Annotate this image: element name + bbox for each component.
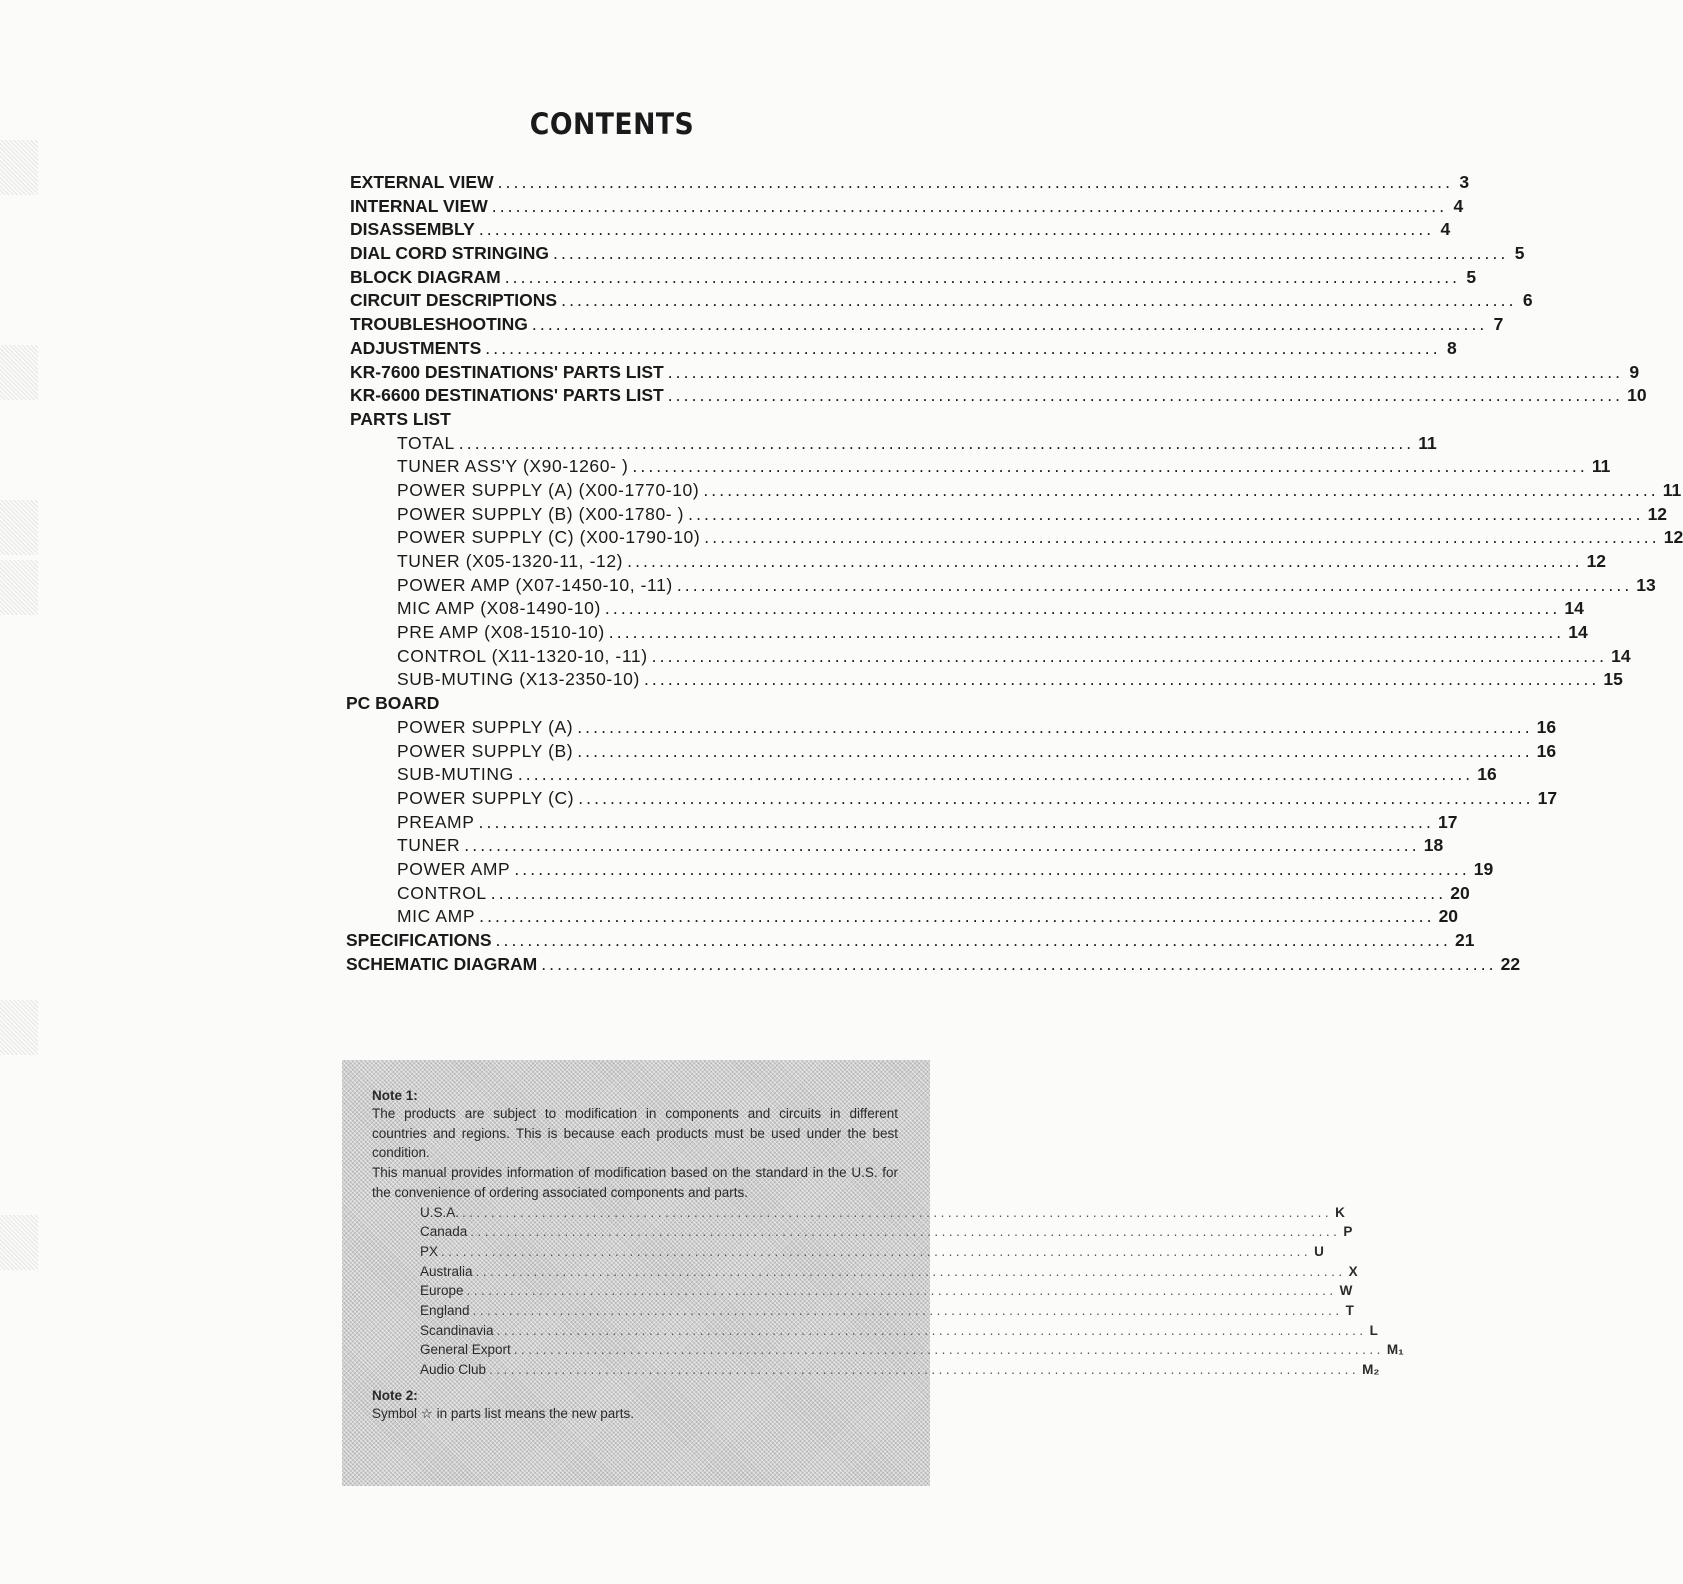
- toc-entry-page: 14: [1568, 622, 1588, 643]
- toc-entry-page: 16: [1536, 716, 1557, 737]
- toc-entry-page: 20: [1438, 906, 1459, 927]
- toc-entry: [350, 645, 1631, 669]
- toc-entry: [346, 929, 1475, 953]
- destination-name: Scandinavia: [420, 1322, 494, 1338]
- destination-code: M₁: [1386, 1342, 1404, 1358]
- toc-entry-label: SCHEMATIC DIAGRAM: [346, 953, 538, 974]
- toc-entry-page: 9: [1629, 361, 1640, 382]
- destination-leader-dots: ........................................................................................................................: [466, 1283, 1337, 1299]
- toc-entry-label: PC BOARD: [346, 693, 440, 714]
- destination-row: [420, 1262, 1358, 1282]
- toc-leader-dots: ........................................................................................................................: [458, 432, 1415, 453]
- toc-entry-label: POWER AMP (X07-1450-10, -11): [397, 574, 673, 595]
- toc-entry: [350, 384, 1647, 408]
- destination-leader-dots: ........................................................................................................................: [475, 1263, 1346, 1279]
- toc-entry-page: 13: [1636, 574, 1656, 595]
- toc-entry-page: 14: [1611, 645, 1631, 666]
- destination-row: [420, 1360, 1380, 1380]
- toc-leader-dots: ........................................................................................................................: [676, 574, 1633, 595]
- toc-entry-page: 18: [1423, 835, 1444, 856]
- destination-code: T: [1345, 1302, 1354, 1318]
- destination-code: K: [1335, 1204, 1345, 1220]
- destination-name: General Export: [420, 1342, 511, 1358]
- toc-entry-label: SUB-MUTING: [397, 764, 514, 785]
- destination-code: L: [1369, 1322, 1378, 1338]
- toc-leader-dots: ........................................................................................................................: [561, 290, 1517, 311]
- destination-leader-dots: ........................................................................................................................: [489, 1362, 1360, 1378]
- toc-entry: [350, 266, 1477, 290]
- toc-entry: [350, 787, 1558, 811]
- destination-code: W: [1339, 1283, 1353, 1299]
- toc-leader-dots: ........................................................................................................................: [643, 669, 1600, 690]
- toc-entry: [350, 479, 1682, 503]
- toc-leader-dots: ........................................................................................................................: [541, 953, 1497, 974]
- toc-entry: [350, 289, 1533, 313]
- toc-entry-page: 22: [1500, 953, 1521, 974]
- toc-entry: [350, 740, 1557, 764]
- destination-leader-dots: ........................................................................................................................: [470, 1224, 1341, 1240]
- toc-entry-label: TUNER (X05-1320-11, -12): [397, 551, 624, 571]
- toc-entry-label: SPECIFICATIONS: [346, 930, 492, 950]
- toc-entry-page: 4: [1440, 219, 1451, 240]
- destination-leader-dots: ........................................................................................................................: [513, 1342, 1384, 1358]
- toc-entry-page: 11: [1662, 479, 1682, 500]
- toc-entry: [350, 408, 920, 432]
- toc-entry-page: 21: [1454, 930, 1475, 950]
- toc-leader-dots: ........................................................................................................................: [495, 930, 1451, 950]
- toc-entry: [350, 361, 1640, 385]
- toc-leader-dots: ........................................................................................................................: [577, 716, 1533, 737]
- destination-name: England: [420, 1302, 470, 1318]
- toc-entry: [350, 811, 1458, 835]
- toc-leader-dots: ........................................................................................................................: [478, 811, 1434, 832]
- toc-entry-label: PRE AMP (X08-1510-10): [397, 622, 605, 643]
- toc-entry-page: 12: [1586, 551, 1607, 571]
- toc-leader-dots: ........................................................................................................................: [608, 622, 1565, 643]
- toc-leader-dots: ........................................................................................................................: [632, 456, 1588, 477]
- toc-entry-label: DISASSEMBLY: [350, 219, 475, 240]
- toc-leader-dots: ........................................................................................................................: [578, 787, 1534, 808]
- toc-leader-dots: ........................................................................................................................: [497, 172, 1454, 192]
- toc-entry-label: KR-6600 DESTINATIONS' PARTS LIST: [350, 385, 664, 406]
- toc-entry-label: TUNER: [397, 835, 461, 856]
- toc-entry: [350, 716, 1557, 740]
- toc-entry-label: CONTROL: [397, 882, 487, 903]
- scan-artifact: [0, 1215, 38, 1270]
- toc-leader-dots: ........................................................................................................................: [704, 527, 1660, 548]
- toc-entry-label: POWER AMP: [397, 858, 511, 879]
- toc-entry-label: POWER SUPPLY (C) (X00-1790-10): [397, 527, 701, 548]
- toc-leader-dots: ........................................................................................................................: [553, 243, 1509, 264]
- toc-entry-label: MIC AMP: [397, 906, 476, 927]
- toc-entry-label: TROUBLESHOOTING: [350, 314, 528, 335]
- toc-entry: [350, 455, 1611, 479]
- destination-row: [420, 1281, 1353, 1301]
- toc-entry-page: 14: [1564, 598, 1584, 619]
- toc-entry-page: 12: [1663, 527, 1683, 548]
- toc-entry: [350, 195, 1464, 219]
- toc-entry: [350, 668, 1623, 692]
- toc-leader-dots: ........................................................................................................................: [479, 906, 1435, 927]
- destination-row: [420, 1203, 1345, 1223]
- toc-entry-label: TUNER ASS'Y (X90-1260- ): [397, 456, 629, 477]
- destination-row: [420, 1222, 1353, 1242]
- scan-artifact: [0, 500, 38, 555]
- destination-name: Canada: [420, 1224, 468, 1240]
- note2-text: Symbol ☆ in parts list means the new parts.: [372, 1405, 634, 1421]
- toc-entry: [350, 218, 1451, 242]
- toc-leader-dots: ........................................................................................................................: [504, 266, 1461, 287]
- toc-leader-dots: ........................................................................................................................: [627, 551, 1583, 571]
- destination-name: Audio Club: [420, 1362, 487, 1378]
- toc-entry-page: 16: [1477, 764, 1497, 785]
- scan-artifact: [0, 140, 38, 195]
- destination-row: [420, 1242, 1324, 1262]
- toc-entry: [350, 526, 1683, 550]
- toc-entry-page: 5: [1514, 243, 1525, 264]
- note2-heading: Note 2:: [372, 1387, 418, 1403]
- toc-leader-dots: ........................................................................................................................: [531, 314, 1488, 335]
- toc-entry-label: CONTROL (X11-1320-10, -11): [397, 645, 648, 666]
- toc-leader-dots: ........................................................................................................................: [688, 503, 1644, 524]
- toc-entry: [350, 337, 1457, 361]
- toc-entry-page: 6: [1522, 290, 1533, 311]
- scan-artifact: [0, 560, 38, 615]
- toc-entry-page: 4: [1453, 195, 1464, 216]
- destination-leader-dots: ........................................................................................................................: [496, 1322, 1367, 1338]
- toc-entry-page: 20: [1450, 882, 1470, 903]
- toc-entry: [350, 882, 1470, 906]
- toc-entry-label: DIAL CORD STRINGING: [350, 243, 549, 264]
- toc-entry: [350, 503, 1668, 527]
- toc-entry-page: 10: [1627, 385, 1647, 406]
- toc-entry: [350, 313, 1504, 337]
- destination-code: U: [1314, 1243, 1324, 1259]
- toc-entry: [346, 953, 1521, 977]
- toc-entry-label: KR-7600 DESTINATIONS' PARTS LIST: [350, 361, 664, 382]
- toc-entry-label: PREAMP: [397, 811, 475, 832]
- destination-row: [420, 1340, 1404, 1360]
- toc-leader-dots: ........................................................................................................................: [485, 337, 1441, 358]
- toc-entry-page: 15: [1603, 669, 1623, 690]
- toc-entry: [350, 858, 1494, 882]
- destination-name: U.S.A.: [420, 1204, 460, 1220]
- page-title: CONTENTS: [529, 107, 695, 142]
- toc-entry-page: 3: [1459, 172, 1470, 192]
- toc-entry-label: MIC AMP (X08-1490-10): [397, 598, 601, 619]
- toc-leader-dots: ........................................................................................................................: [577, 740, 1533, 761]
- toc-leader-dots: ........................................................................................................................: [490, 882, 1447, 903]
- toc-entry-page: 7: [1493, 314, 1504, 335]
- toc-entry-label: ADJUSTMENTS: [350, 337, 482, 358]
- note1-heading: Note 1:: [372, 1088, 418, 1103]
- toc-leader-dots: ........................................................................................................................: [478, 219, 1435, 240]
- toc-entry-page: 8: [1446, 337, 1457, 358]
- toc-entry-page: 11: [1418, 432, 1437, 453]
- toc-entry-label: SUB-MUTING (X13-2350-10): [397, 669, 640, 690]
- toc-entry: [350, 621, 1588, 645]
- toc-entry: [346, 692, 920, 716]
- toc-entry-page: 5: [1466, 266, 1477, 287]
- toc-entry-label: POWER SUPPLY (A): [397, 716, 574, 737]
- destination-leader-dots: ........................................................................................................................: [441, 1243, 1312, 1259]
- toc-entry-label: POWER SUPPLY (A) (X00-1770-10): [397, 479, 700, 500]
- destination-row: [420, 1321, 1378, 1341]
- toc-leader-dots: ........................................................................................................................: [667, 385, 1624, 406]
- toc-entry: [350, 834, 1444, 858]
- destination-name: Australia: [420, 1263, 473, 1279]
- toc-leader-dots: ........................................................................................................................: [491, 195, 1448, 216]
- destination-row: [420, 1301, 1354, 1321]
- toc-entry-page: 17: [1437, 811, 1458, 832]
- toc-leader-dots: ........................................................................................................................: [604, 598, 1561, 619]
- toc-entry-label: POWER SUPPLY (B) (X00-1780- ): [397, 503, 685, 524]
- toc-entry-label: EXTERNAL VIEW: [350, 172, 494, 192]
- toc-entry-page: 17: [1537, 787, 1558, 808]
- destination-leader-dots: ........................................................................................................................: [462, 1204, 1333, 1220]
- toc-entry-label: BLOCK DIAGRAM: [350, 266, 501, 287]
- destination-code: X: [1348, 1263, 1358, 1279]
- scan-artifact: [0, 345, 38, 400]
- note1-text2: This manual provides information of modification based on the standard in the U.S. for the convenience of ordering associated components and parts.: [372, 1165, 898, 1200]
- toc-entry-page: 11: [1591, 456, 1611, 477]
- toc-entry: [350, 597, 1584, 621]
- toc-leader-dots: ........................................................................................................................: [464, 835, 1420, 856]
- notes-box: [342, 1060, 1404, 1486]
- toc-entry-page: 19: [1473, 858, 1494, 879]
- toc-entry: [350, 550, 1607, 574]
- destination-name: PX: [420, 1243, 439, 1259]
- destination-list: [420, 1203, 1404, 1380]
- destination-name: Europe: [420, 1283, 464, 1299]
- toc-entry-page: 12: [1647, 503, 1668, 524]
- toc-entry: [350, 432, 1437, 456]
- toc-entry: [350, 763, 1497, 787]
- toc-leader-dots: ........................................................................................................................: [703, 479, 1659, 500]
- scan-artifact: [0, 1000, 38, 1055]
- toc-leader-dots: ........................................................................................................................: [651, 645, 1608, 666]
- toc-entry-label: POWER SUPPLY (C): [397, 787, 575, 808]
- toc-entry-label: INTERNAL VIEW: [350, 195, 488, 216]
- toc-entry-page: 16: [1536, 740, 1557, 761]
- note1-text: The products are subject to modification in components and circuits in different countries and regions. This is because each products must be used under the best condition.: [372, 1106, 898, 1161]
- toc-entry: [350, 574, 1656, 598]
- toc-entry: [350, 905, 1459, 929]
- toc-leader-dots: ........................................................................................................................: [514, 858, 1470, 879]
- destination-leader-dots: ........................................................................................................................: [472, 1302, 1343, 1318]
- destination-code: P: [1343, 1224, 1353, 1240]
- toc-leader-dots: ........................................................................................................................: [517, 764, 1474, 785]
- toc-entry-label: PARTS LIST: [350, 408, 451, 429]
- toc-entry-label: TOTAL: [397, 432, 455, 453]
- toc-entry-label: POWER SUPPLY (B): [397, 740, 574, 761]
- toc-leader-dots: ........................................................................................................................: [667, 361, 1624, 382]
- toc-entry-label: CIRCUIT DESCRIPTIONS: [350, 290, 558, 311]
- destination-code: M₂: [1362, 1362, 1380, 1378]
- table-of-contents: [346, 171, 1683, 976]
- toc-entry: [350, 242, 1525, 266]
- toc-entry: [350, 171, 1470, 195]
